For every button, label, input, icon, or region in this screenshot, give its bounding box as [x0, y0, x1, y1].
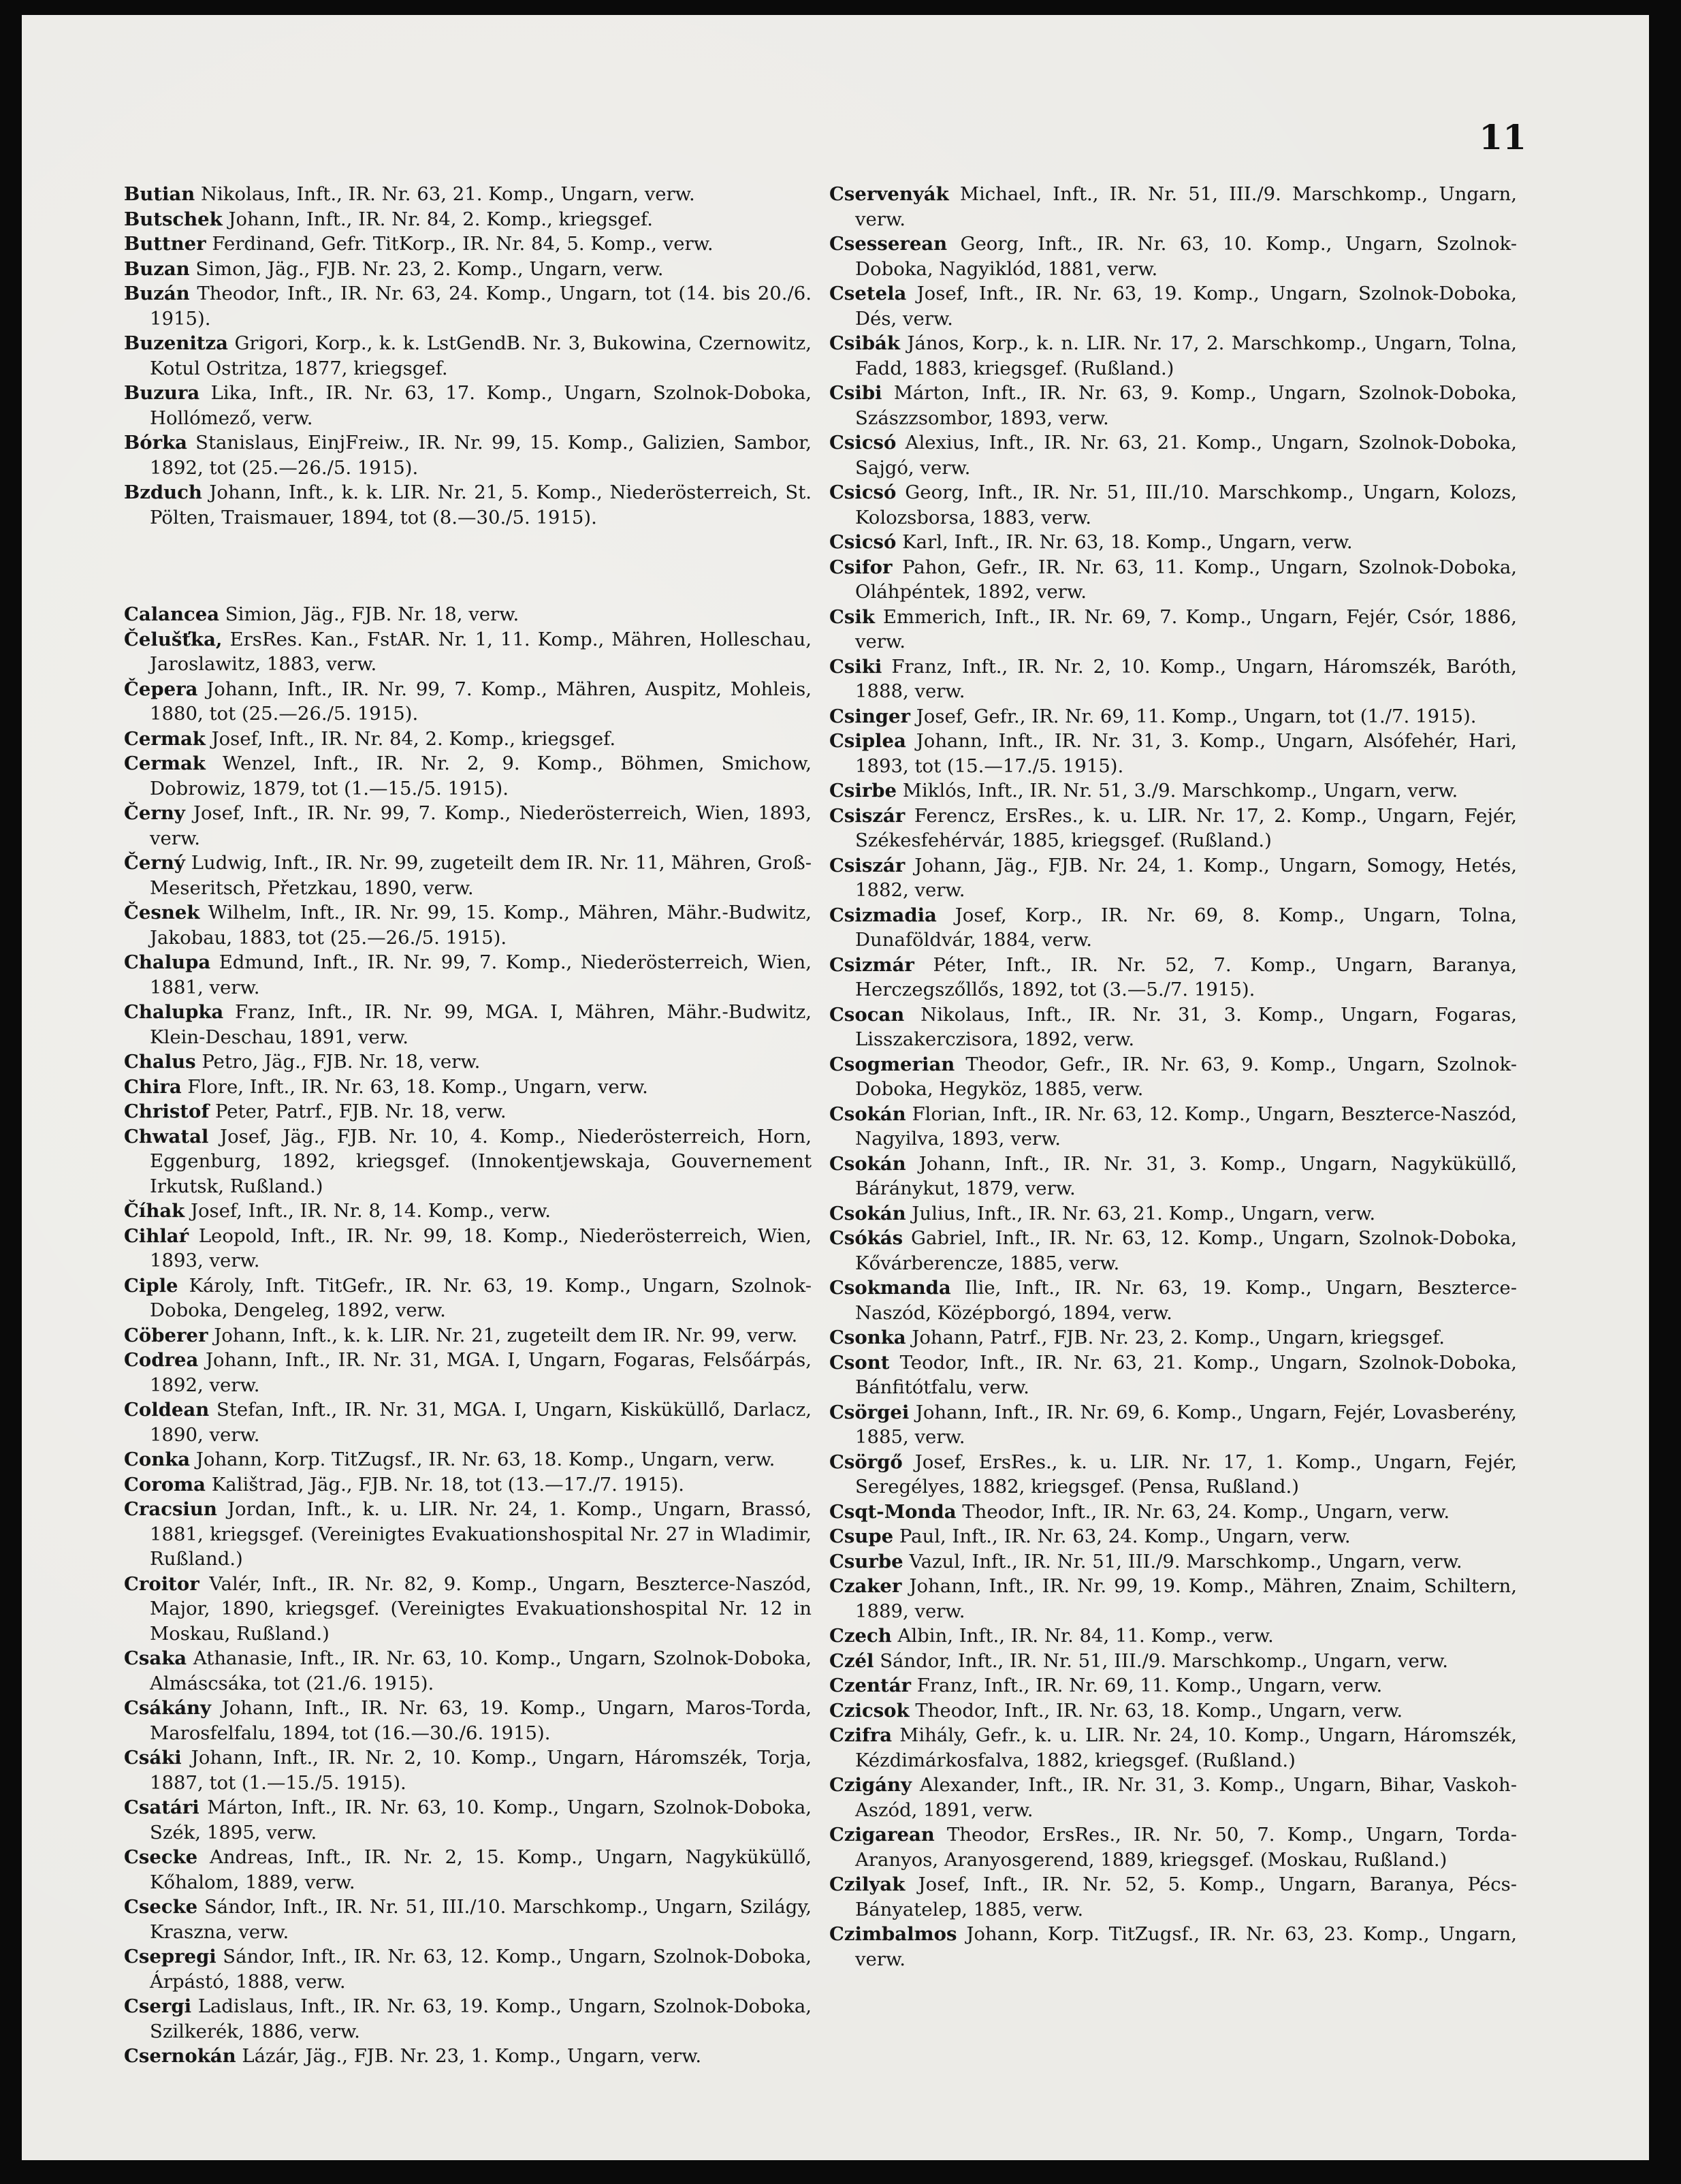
list-item: Čepera Johann, Inft., IR. Nr. 99, 7. Komp., Mähren, Auspitz, Mohleis, 1880, tot (25.—26./5. 1915).: [124, 678, 812, 725]
list-item: Czech Albin, Inft., IR. Nr. 84, 11. Komp., verw.: [829, 1625, 1274, 1647]
list-item: Cracsiun Jordan, Inft., k. u. LIR. Nr. 24, 1. Komp., Ungarn, Brassó, 1881, kriegsgef. (Vereinigtes Evakuationshospital Nr. 27 in Wladimir, Rußland.): [124, 1498, 812, 1570]
list-item: Csokán Florian, Inft., IR. Nr. 63, 12. Komp., Ungarn, Beszterce-Naszód, Nagyilva, 1893, verw.: [829, 1103, 1517, 1150]
list-item: Csatári Márton, Inft., IR. Nr. 63, 10. Komp., Ungarn, Szolnok-Doboka, Szék, 1895, verw.: [124, 1797, 812, 1843]
list-item: Buzura Lika, Inft., IR. Nr. 63, 17. Komp., Ungarn, Szolnok-Doboka, Hollómező, verw.: [124, 382, 812, 429]
list-item: Buttner Ferdinand, Gefr. TitKorp., IR. Nr. 84, 5. Komp., verw.: [124, 233, 714, 255]
list-item: Čelušťka, ErsRes. Kan., FstAR. Nr. 1, 11. Komp., Mähren, Holleschau, Jaroslawitz, 1883, verw.: [124, 628, 812, 675]
list-item: Csörgő Josef, ErsRes., k. u. LIR. Nr. 17, 1. Komp., Ungarn, Fejér, Seregélyes, 1882, kriegsgef. (Pensa, Rußland.): [829, 1451, 1517, 1498]
list-item: Csiplea Johann, Inft., IR. Nr. 31, 3. Komp., Ungarn, Alsófehér, Hari, 1893, tot (15.—17./5. 1915).: [829, 730, 1517, 777]
list-item: Černy Josef, Inft., IR. Nr. 99, 7. Komp., Niederösterreich, Wien, 1893, verw.: [124, 802, 812, 849]
list-item: Csonka Johann, Patrf., FJB. Nr. 23, 2. Komp., Ungarn, kriegsgef.: [829, 1327, 1445, 1348]
document-page: [22, 15, 1649, 2160]
list-item: Coroma Kalištrad, Jäg., FJB. Nr. 18, tot (13.—17./7. 1915).: [124, 1473, 685, 1495]
list-item: Csibák János, Korp., k. n. LIR. Nr. 17, 2. Marschkomp., Ungarn, Tolna, Fadd, 1883, kriegsgef. (Rußland.): [829, 332, 1517, 379]
list-item: Chwatal Josef, Jäg., FJB. Nr. 10, 4. Komp., Niederösterreich, Horn, Eggenburg, 1892, kriegsgef. (Innokentjewskaja, Gouvernement Irkutsk, Rußland.): [124, 1125, 812, 1197]
list-item: Csecke Sándor, Inft., IR. Nr. 51, III./10. Marschkomp., Ungarn, Szilágy, Kraszna, verw.: [124, 1896, 812, 1943]
list-item: Csifor Pahon, Gefr., IR. Nr. 63, 11. Komp., Ungarn, Szolnok-Doboka, Oláhpéntek, 1892, verw.: [829, 556, 1517, 603]
list-item: Csicsó Karl, Inft., IR. Nr. 63, 18. Komp., Ungarn, verw.: [829, 531, 1353, 553]
list-item: Czifra Mihály, Gefr., k. u. LIR. Nr. 24, 10. Komp., Ungarn, Háromszék, Kézdimárkosfalva, 1882, kriegsgef. (Rußland.): [829, 1724, 1517, 1771]
list-item: Csiszár Ferencz, ErsRes., k. u. LIR. Nr. 17, 2. Komp., Ungarn, Fejér, Székesfehérvár, 1885, kriegsgef. (Rußland.): [829, 804, 1517, 851]
list-item: Csokán Johann, Inft., IR. Nr. 31, 3. Komp., Ungarn, Nagyküküllő, Báránykut, 1879, verw.: [829, 1152, 1518, 1199]
list-item: Csurbe Vazul, Inft., IR. Nr. 51, III./9. Marschkomp., Ungarn, verw.: [829, 1550, 1462, 1572]
list-item: Chalupka Franz, Inft., IR. Nr. 99, MGA. I, Mähren, Mähr.-Budwitz, Klein-Deschau, 1891, verw.: [124, 1001, 812, 1048]
list-item: Coldean Stefan, Inft., IR. Nr. 31, MGA. I, Ungarn, Kisküküllő, Darlacz, 1890, verw.: [124, 1399, 812, 1446]
list-item: Csokán Julius, Inft., IR. Nr. 63, 21. Komp., Ungarn, verw.: [829, 1202, 1376, 1224]
list-item: Číhak Josef, Inft., IR. Nr. 8, 14. Komp., verw.: [124, 1200, 551, 1222]
list-item: Czimbalmos Johann, Korp. TitZugsf., IR. Nr. 63, 23. Komp., Ungarn, verw.: [829, 1923, 1517, 1970]
list-item: Csetela Josef, Inft., IR. Nr. 63, 19. Komp., Ungarn, Szolnok-Doboka, Dés, verw.: [829, 283, 1517, 330]
list-item: Csupe Paul, Inft., IR. Nr. 63, 24. Komp., Ungarn, verw.: [829, 1525, 1351, 1547]
list-item: Butschek Johann, Inft., IR. Nr. 84, 2. Komp., kriegsgef.: [124, 208, 653, 230]
list-item: Codrea Johann, Inft., IR. Nr. 31, MGA. I, Ungarn, Fogaras, Felsőárpás, 1892, verw.: [124, 1349, 812, 1396]
page-number: 11: [1479, 117, 1526, 157]
section-gap: [124, 530, 812, 602]
list-item: Cihlaŕ Leopold, Inft., IR. Nr. 99, 18. Komp., Niederösterreich, Wien, 1893, verw.: [124, 1224, 812, 1271]
list-item: Černý Ludwig, Inft., IR. Nr. 99, zugeteilt dem IR. Nr. 11, Mähren, Groß-Meseritsch, Přetzkau, 1890, verw.: [124, 852, 812, 899]
list-item: Conka Johann, Korp. TitZugsf., IR. Nr. 63, 18. Komp., Ungarn, verw.: [124, 1449, 775, 1470]
list-item: Csiki Franz, Inft., IR. Nr. 2, 10. Komp., Ungarn, Háromszék, Baróth, 1888, verw.: [829, 655, 1517, 702]
list-item: Chalupa Edmund, Inft., IR. Nr. 99, 7. Komp., Niederösterreich, Wien, 1881, verw.: [124, 951, 812, 998]
list-item: Buzán Theodor, Inft., IR. Nr. 63, 24. Komp., Ungarn, tot (14. bis 20./6. 1915).: [124, 283, 812, 330]
list-item: Czicsok Theodor, Inft., IR. Nr. 63, 18. Komp., Ungarn, verw.: [829, 1699, 1403, 1722]
left-column: [124, 182, 812, 2069]
list-item: Cermak Wenzel, Inft., IR. Nr. 2, 9. Komp., Böhmen, Smichow, Dobrowiz, 1879, tot (1.—15./5. 1915).: [124, 753, 812, 800]
list-item: Csergi Ladislaus, Inft., IR. Nr. 63, 19. Komp., Ungarn, Szolnok-Doboka, Szilkerék, 1886, verw.: [124, 1995, 812, 2042]
right-column: [829, 182, 1517, 1972]
list-item: Czél Sándor, Inft., IR. Nr. 51, III./9. Marschkomp., Ungarn, verw.: [829, 1649, 1448, 1672]
list-item: Buzan Simon, Jäg., FJB. Nr. 23, 2. Komp., Ungarn, verw.: [124, 257, 664, 280]
list-item: Csont Teodor, Inft., IR. Nr. 63, 21. Komp., Ungarn, Szolnok-Doboka, Bánfitótfalu, verw.: [829, 1351, 1517, 1398]
list-item: Csecke Andreas, Inft., IR. Nr. 2, 15. Komp., Ungarn, Nagyküküllő, Kőhalom, 1889, verw.: [124, 1846, 812, 1893]
list-item: Csaka Athanasie, Inft., IR. Nr. 63, 10. Komp., Ungarn, Szolnok-Doboka, Almáscsáka, tot (21./6. 1915).: [124, 1647, 812, 1694]
list-item: Czigarean Theodor, ErsRes., IR. Nr. 50, 7. Komp., Ungarn, Torda-Aranyos, Aranyosgerend, 1889, kriegsgef. (Moskau, Rußland.): [829, 1824, 1517, 1871]
list-item: Czilyak Josef, Inft., IR. Nr. 52, 5. Komp., Ungarn, Baranya, Pécs-Bányatelep, 1885, verw.: [829, 1873, 1518, 1920]
list-item: Christof Peter, Patrf., FJB. Nr. 18, verw.: [124, 1101, 507, 1122]
list-item: Csiszár Johann, Jäg., FJB. Nr. 24, 1. Komp., Ungarn, Somogy, Hetés, 1882, verw.: [829, 854, 1517, 901]
list-item: Csqt-Monda Theodor, Inft., IR. Nr. 63, 24. Komp., Ungarn, verw.: [829, 1500, 1450, 1523]
list-item: Csepregi Sándor, Inft., IR. Nr. 63, 12. Komp., Ungarn, Szolnok-Doboka, Árpástó, 1888, verw.: [124, 1946, 812, 1993]
list-item: Chalus Petro, Jäg., FJB. Nr. 18, verw.: [124, 1051, 481, 1073]
list-item: Czaker Johann, Inft., IR. Nr. 99, 19. Komp., Mähren, Znaim, Schiltern, 1889, verw.: [829, 1575, 1517, 1622]
list-item: Cermak Josef, Inft., IR. Nr. 84, 2. Komp., kriegsgef.: [124, 727, 616, 750]
list-item: Bόrka Stanislaus, EinjFreiw., IR. Nr. 99, 15. Komp., Galizien, Sambor, 1892, tot (25.—26./5. 1915).: [124, 432, 812, 479]
list-item: Csákány Johann, Inft., IR. Nr. 63, 19. Komp., Ungarn, Maros-Torda, Marosfelfalu, 1894, tot (16.—30./6. 1915).: [124, 1697, 812, 1744]
list-item: Cservenyák Michael, Inft., IR. Nr. 51, III./9. Marschkomp., Ungarn, verw.: [829, 183, 1517, 230]
list-item: Csáki Johann, Inft., IR. Nr. 2, 10. Komp., Ungarn, Háromszék, Torja, 1887, tot (1.—15./5. 1915).: [124, 1747, 812, 1794]
list-item: Csokmanda Ilie, Inft., IR. Nr. 63, 19. Komp., Ungarn, Beszterce-Naszód, Középborgó, 1894, verw.: [829, 1277, 1517, 1324]
list-item: Bzduch Johann, Inft., k. k. LIR. Nr. 21, 5. Komp., Niederösterreich, St. Pölten, Traismauer, 1894, tot (8.—30./5. 1915).: [124, 481, 812, 528]
list-item: Csinger Josef, Gefr., IR. Nr. 69, 11. Komp., Ungarn, tot (1./7. 1915).: [829, 705, 1477, 727]
list-item: Calancea Simion, Jäg., FJB. Nr. 18, verw.: [124, 603, 519, 625]
list-item: Csernokán Lázár, Jäg., FJB. Nr. 23, 1. Komp., Ungarn, verw.: [124, 2045, 702, 2067]
list-item: Csókás Gabriel, Inft., IR. Nr. 63, 12. Komp., Ungarn, Szolnok-Doboka, Kővárberencze, 1885, verw.: [829, 1227, 1517, 1274]
list-item: Csocan Nikolaus, Inft., IR. Nr. 31, 3. Komp., Ungarn, Fogaras, Lisszakerczisora, 1892, verw.: [829, 1003, 1517, 1050]
list-item: Csicsó Alexius, Inft., IR. Nr. 63, 21. Komp., Ungarn, Szolnok-Doboka, Sajgó, verw.: [829, 432, 1517, 479]
list-item: Csicsó Georg, Inft., IR. Nr. 51, III./10. Marschkomp., Ungarn, Kolozs, Kolozsborsa, 1883, verw.: [829, 481, 1517, 528]
list-item: Csizmadia Josef, Korp., IR. Nr. 69, 8. Komp., Ungarn, Tolna, Dunaföldvár, 1884, verw.: [829, 904, 1518, 951]
list-item: Csik Emmerich, Inft., IR. Nr. 69, 7. Komp., Ungarn, Fejér, Csór, 1886, verw.: [829, 605, 1517, 652]
list-item: Csizmár Péter, Inft., IR. Nr. 52, 7. Komp., Ungarn, Baranya, Herczegszőllős, 1892, tot (3.—5./7. 1915).: [829, 953, 1518, 1000]
list-item: Cöberer Johann, Inft., k. k. LIR. Nr. 21, zugeteilt dem IR. Nr. 99, verw.: [124, 1324, 798, 1346]
list-item: Česnek Wilhelm, Inft., IR. Nr. 99, 15. Komp., Mähren, Mähr.-Budwitz, Jakobau, 1883, tot (25.—26./5. 1915).: [124, 902, 812, 949]
list-item: Csörgei Johann, Inft., IR. Nr. 69, 6. Komp., Ungarn, Fejér, Lovasberény, 1885, verw.: [829, 1401, 1518, 1448]
list-item: Croitor Valér, Inft., IR. Nr. 82, 9. Komp., Ungarn, Beszterce-Naszód, Major, 1890, kriegsgef. (Vereinigtes Evakuationshospital Nr. 12 in Moskau, Rußland.): [124, 1572, 812, 1645]
list-item: Csogmerian Theodor, Gefr., IR. Nr. 63, 9. Komp., Ungarn, Szolnok-Doboka, Hegyköz, 1885, verw.: [829, 1053, 1517, 1100]
list-item: Buzenitza Grigori, Korp., k. k. LstGendB. Nr. 3, Bukowina, Czernowitz, Kotul Ostritza, 1877, kriegsgef.: [124, 332, 812, 379]
list-item: Ciple Károly, Inft. TitGefr., IR. Nr. 63, 19. Komp., Ungarn, Szolnok-Doboka, Dengeleg, 1892, verw.: [124, 1274, 812, 1321]
list-item: Butian Nikolaus, Inft., IR. Nr. 63, 21. Komp., Ungarn, verw.: [124, 183, 695, 205]
list-item: Csirbe Miklós, Inft., IR. Nr. 51, 3./9. Marschkomp., Ungarn, verw.: [829, 780, 1458, 802]
list-item: Csesserean Georg, Inft., IR. Nr. 63, 10. Komp., Ungarn, Szolnok-Doboka, Nagyiklód, 1881, verw.: [829, 233, 1517, 280]
list-item: Chira Flore, Inft., IR. Nr. 63, 18. Komp., Ungarn, verw.: [124, 1075, 648, 1098]
list-item: Czigány Alexander, Inft., IR. Nr. 31, 3. Komp., Ungarn, Bihar, Vaskoh-Aszód, 1891, verw.: [829, 1774, 1517, 1821]
list-item: Czentár Franz, Inft., IR. Nr. 69, 11. Komp., Ungarn, verw.: [829, 1675, 1383, 1696]
list-item: Csibi Márton, Inft., IR. Nr. 63, 9. Komp., Ungarn, Szolnok-Doboka, Szászzsombor, 1893, verw.: [829, 382, 1517, 429]
